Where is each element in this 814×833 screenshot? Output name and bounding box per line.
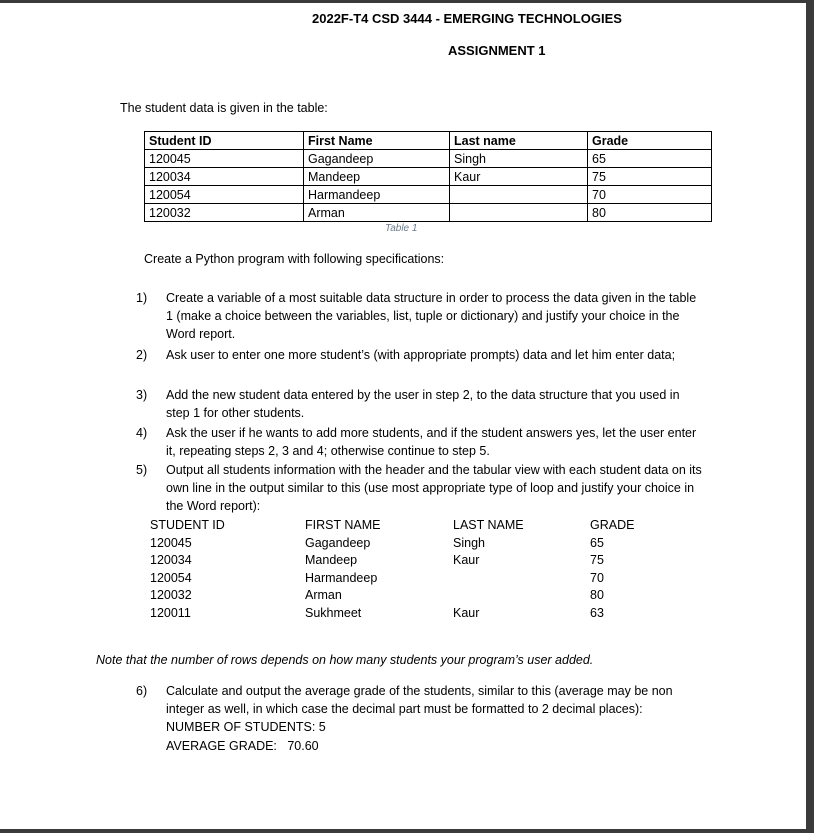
header-cell: Grade — [588, 132, 712, 150]
cell: 120054 — [145, 186, 304, 204]
average-grade-line — [166, 737, 706, 755]
cell: 120034 — [145, 168, 304, 186]
output-cell: 120045 — [150, 535, 192, 550]
cell: Gagandeep — [304, 150, 450, 168]
cell: 70 — [588, 186, 712, 204]
step-text: Create a variable of a most suitable data structure in order to process the data given in the table 1 (make a choice between the variables, list, tuple or dictionary) and justify your choice in the Word report. — [166, 291, 697, 342]
output-cell: Mandeep — [305, 553, 358, 568]
cell: 120045 — [145, 150, 304, 168]
output-cell: 80 — [590, 588, 604, 603]
output-cell: Harmandeep — [305, 570, 378, 585]
output-header: GRADE — [590, 518, 635, 532]
number-of-students-line: NUMBER OF STUDENTS: 5 — [166, 720, 326, 735]
average-grade-value: 70.60 — [287, 738, 319, 753]
output-col-id — [150, 517, 225, 623]
step-text: Ask user to enter one more student’s (with appropriate prompts) data and let him enter data; — [166, 348, 676, 362]
output-cell: 70 — [590, 570, 604, 585]
average-grade-label: AVERAGE GRADE: — [166, 738, 277, 753]
header-cell: First Name — [304, 132, 450, 150]
output-cell — [453, 570, 524, 588]
step-text: Add the new student data entered by the user in step 2, to the data structure that you used in step 1 for other students. — [166, 388, 680, 421]
step-number: 3) — [136, 388, 148, 402]
cell: Mandeep — [304, 168, 450, 186]
document-page — [0, 3, 806, 829]
output-cell — [453, 587, 524, 605]
cell — [450, 204, 588, 222]
step-2 — [136, 346, 706, 364]
cell: 80 — [588, 204, 712, 222]
output-cell: 63 — [590, 605, 604, 620]
output-cell: Gagandeep — [305, 535, 371, 550]
header-cell: Student ID — [145, 132, 304, 150]
output-col-first — [305, 517, 380, 623]
cell — [450, 186, 588, 204]
output-cell: 65 — [590, 535, 604, 550]
table-header-row — [145, 132, 712, 150]
table-row — [145, 168, 712, 186]
table-row — [145, 186, 712, 204]
output-cell: 75 — [590, 553, 604, 568]
output-header: FIRST NAME — [305, 518, 381, 532]
spec-intro: Create a Python program with following specifications: — [144, 252, 445, 266]
cell: Arman — [304, 204, 450, 222]
step-text: Calculate and output the average grade of the students, similar to this (average may be non integer as well, in which case the decimal part must be formatted to 2 decimal places): — [166, 684, 673, 717]
table-row — [145, 204, 712, 222]
assignment-title: ASSIGNMENT 1 — [448, 43, 546, 58]
output-cell: Arman — [305, 588, 342, 603]
step-1 — [136, 289, 706, 344]
output-cell: 120054 — [150, 570, 192, 585]
cell: 120032 — [145, 204, 304, 222]
step-number: 1) — [136, 291, 148, 305]
output-col-last — [453, 517, 524, 623]
output-cell: Sukhmeet — [305, 605, 362, 620]
output-cell: 120034 — [150, 553, 192, 568]
cell: Kaur — [450, 168, 588, 186]
output-cell: 120011 — [150, 605, 191, 620]
cell: 75 — [588, 168, 712, 186]
step-number: 6) — [136, 684, 148, 698]
table-caption: Table 1 — [385, 223, 418, 234]
header-cell: Last name — [450, 132, 588, 150]
output-cell: Kaur — [453, 605, 480, 620]
intro-text: The student data is given in the table: — [120, 101, 328, 115]
step-number: 5) — [136, 463, 148, 477]
step-4 — [136, 424, 706, 460]
cell: Harmandeep — [304, 186, 450, 204]
output-header: LAST NAME — [453, 518, 524, 532]
note-text: Note that the number of rows depends on how many students your program’s user added. — [96, 653, 594, 667]
step-number: 4) — [136, 426, 148, 440]
output-cell: Singh — [453, 535, 485, 550]
step-6 — [136, 682, 706, 755]
output-col-grade — [590, 517, 634, 623]
output-cell: Kaur — [453, 553, 480, 568]
output-header: STUDENT ID — [150, 518, 225, 532]
table-row — [145, 150, 712, 168]
step-number: 2) — [136, 348, 148, 362]
cell: 65 — [588, 150, 712, 168]
step-5 — [136, 461, 706, 516]
course-title: 2022F-T4 CSD 3444 - EMERGING TECHNOLOGIES — [312, 11, 622, 26]
step-3 — [136, 386, 706, 422]
step-text: Ask the user if he wants to add more students, and if the student answers yes, let the user enter it, repeating steps 2, 3 and 4; otherwise continue to step 5. — [166, 426, 697, 459]
step-text: Output all students information with the header and the tabular view with each student data on its own line in the output similar to this (use most appropriate type of loop and justify your choice in the Word report): — [166, 463, 702, 514]
cell: Singh — [450, 150, 588, 168]
output-cell: 120032 — [150, 588, 192, 603]
student-table — [144, 131, 712, 222]
